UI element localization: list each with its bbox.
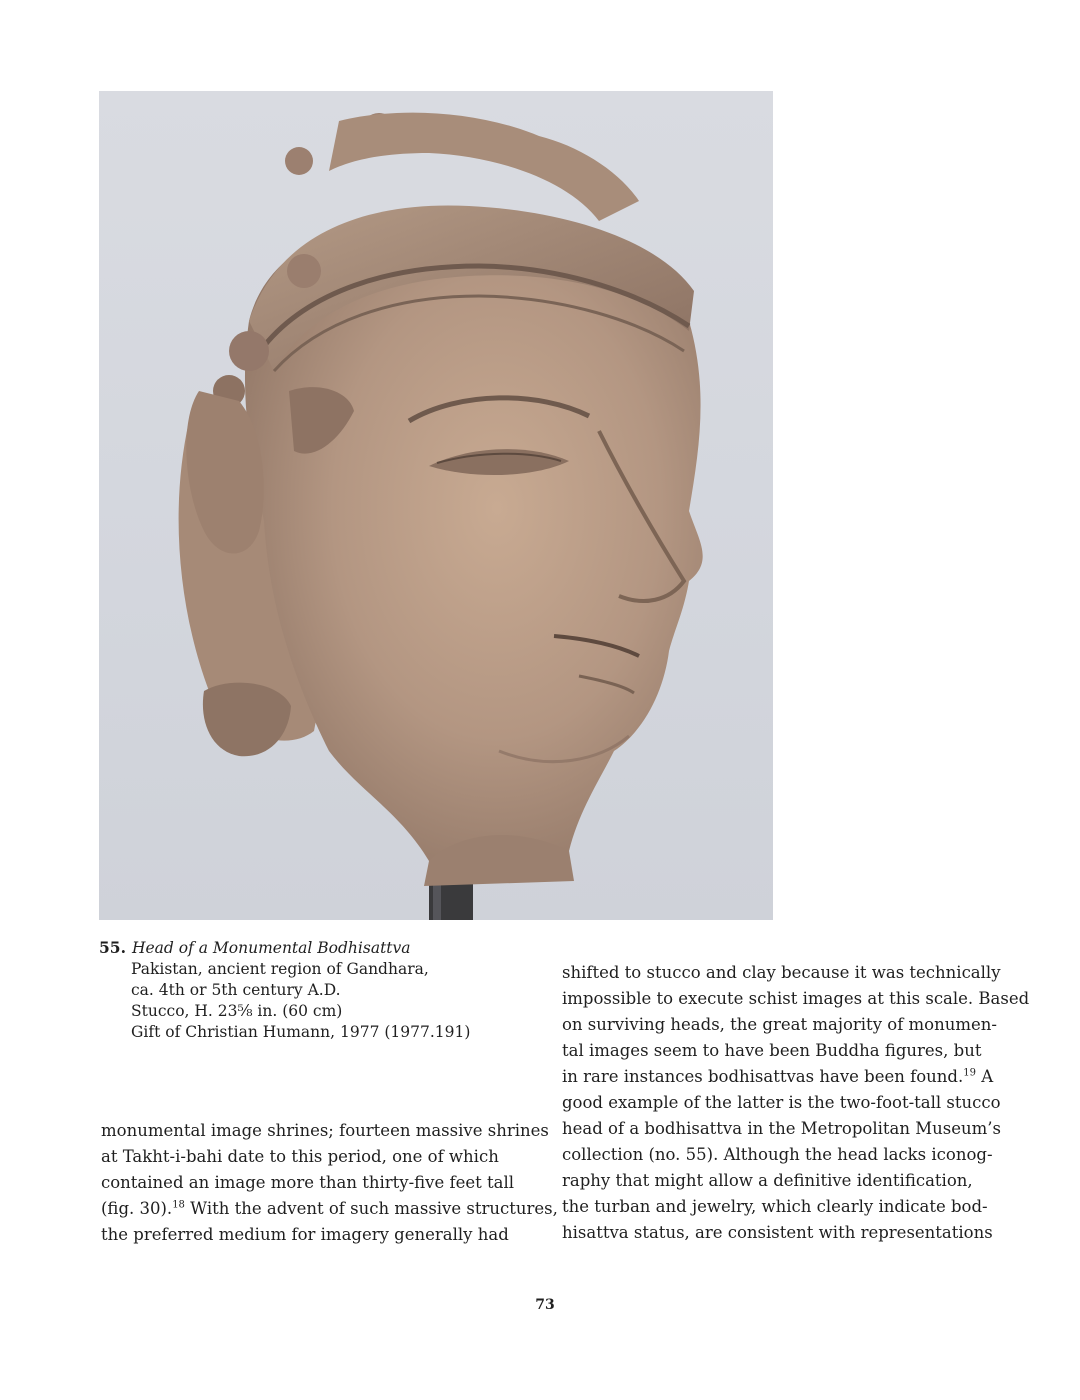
text-line: on surviving heads, the great majority of monumen- — [562, 1015, 997, 1034]
caption-credit: Gift of Christian Humann, 1977 (1977.191) — [131, 1023, 471, 1041]
figure-caption — [99, 937, 519, 1043]
text-line: the turban and jewelry, which clearly indicate bod- — [562, 1197, 988, 1216]
text-line: the preferred medium for imagery generally had — [101, 1225, 509, 1244]
text-line: contained an image more than thirty-five feet tall — [101, 1173, 515, 1192]
text-line: raphy that might allow a definitive identification, — [562, 1171, 973, 1190]
text-fragment: With the advent of such massive structures, — [184, 1199, 558, 1218]
body-text-left-column — [101, 1118, 558, 1248]
text-line: impossible to execute schist images at this scale. Based — [562, 989, 1030, 1008]
bodhisattva-head-illustration — [99, 91, 773, 920]
text-line: good example of the latter is the two-foot-tall stucco — [562, 1093, 1001, 1112]
text-fragment: (fig. 30). — [101, 1199, 173, 1218]
page-number: 73 — [535, 1297, 555, 1313]
text-line: head of a bodhisattva in the Metropolitan Museum’s — [562, 1119, 1001, 1138]
body-text-right-column — [562, 960, 1030, 1246]
caption-number: 55. — [99, 938, 126, 957]
text-line — [562, 1064, 1002, 1090]
caption-title: Head of a Monumental Bodhisattva — [131, 939, 411, 957]
sculpture-photograph — [99, 91, 773, 920]
text-line: shifted to stucco and clay because it was technically — [562, 963, 1001, 982]
text-line: collection (no. 55). Although the head lacks iconog- — [562, 1145, 993, 1164]
caption-title-line — [99, 937, 519, 959]
text-line: at Takht-i-bahi date to this period, one of which — [101, 1147, 499, 1166]
caption-provenance: Pakistan, ancient region of Gandhara, — [131, 960, 429, 978]
footnote-marker: 18 — [172, 1199, 185, 1211]
text-fragment: A — [975, 1067, 994, 1086]
text-line: monumental image shrines; fourteen massive shrines — [101, 1121, 549, 1140]
caption-medium: Stucco, H. 23⅝ in. (60 cm) — [131, 1002, 343, 1020]
caption-date-text: ca. 4th or 5th century — [131, 981, 308, 999]
text-line: tal images seem to have been Buddha figures, but — [562, 1041, 982, 1060]
text-line: hisattva status, are consistent with representations — [562, 1223, 993, 1242]
caption-era: A.D. — [307, 981, 341, 999]
footnote-marker: 19 — [963, 1067, 976, 1079]
text-line — [101, 1196, 558, 1222]
text-fragment: in rare instances bodhisattvas have been found. — [562, 1067, 964, 1086]
caption-date — [99, 980, 519, 1001]
